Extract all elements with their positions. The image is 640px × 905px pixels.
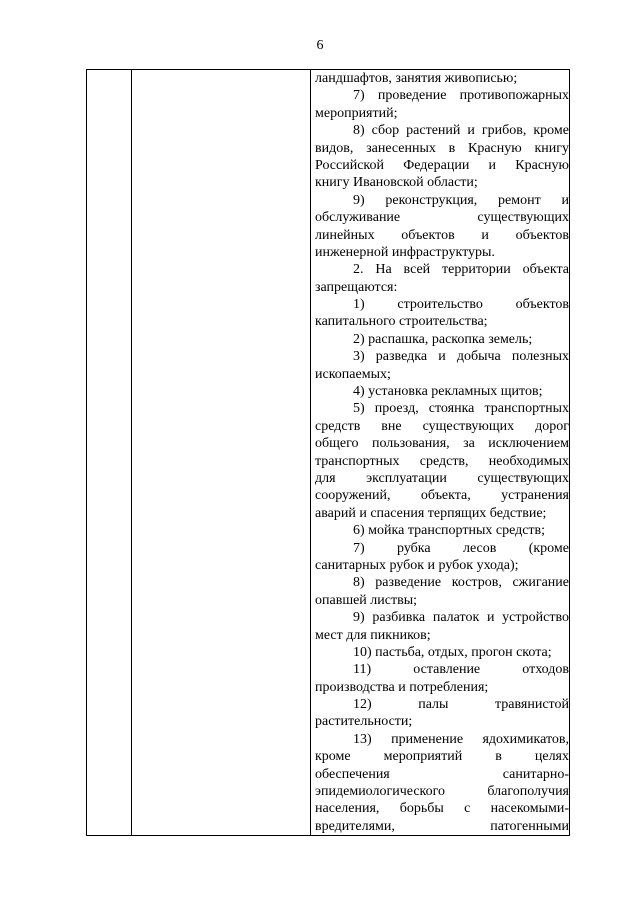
text-line: кроме мероприятий в целях	[315, 749, 569, 765]
text-line: эпидемиологического благополучия	[315, 784, 569, 800]
text-line: инженерной инфраструктуры.	[315, 244, 495, 260]
text-line: вредителями, патогенными	[315, 818, 569, 834]
text-line: обеспечения санитарно-	[315, 766, 569, 782]
text-line: для эксплуатации существующих	[315, 470, 569, 486]
text-line: населения, борьбы с насекомыми-	[315, 801, 569, 817]
table-cell-name	[132, 70, 311, 836]
text-line: производства и потребления;	[315, 679, 489, 695]
text-line: обслуживание существующих	[315, 210, 569, 226]
text-line: транспортных средств, необходимых	[315, 453, 569, 469]
text-line: 7) рубка лесов (кроме	[353, 540, 569, 556]
table-row	[87, 70, 570, 836]
text-line: общего пользования, за исключением	[315, 436, 569, 452]
text-line: 2. На всей территории объекта	[353, 262, 569, 278]
text-line: 3) разведка и добыча полезных	[353, 349, 569, 365]
text-line: 6) мойка транспортных средств;	[353, 523, 546, 539]
text-line: 7) проведение противопожарных	[353, 88, 569, 104]
text-line: Российской Федерации и Красную	[315, 157, 569, 173]
text-line: 2) распашка, раскопка земель;	[353, 331, 533, 347]
regime-text	[315, 70, 569, 835]
text-line: мероприятий;	[315, 105, 398, 121]
text-line: 8) сбор растений и грибов, кроме	[353, 123, 569, 139]
text-line: 5) проезд, стоянка транспортных	[353, 401, 569, 417]
text-line: 12) палы травянистой	[353, 697, 569, 713]
text-line: 1) строительство объектов	[353, 297, 569, 313]
text-line: средств вне существующих дорог	[315, 418, 569, 434]
table-cell-number	[87, 70, 132, 836]
text-line: 13) применение ядохимикатов,	[353, 731, 569, 747]
text-line: санитарных рубок и рубок ухода);	[315, 557, 519, 573]
text-line: 4) установка рекламных щитов;	[353, 384, 543, 400]
text-line: линейных объектов и объектов	[315, 227, 569, 243]
text-line: книгу Ивановской области;	[315, 175, 478, 191]
text-line: 10) пастьба, отдых, прогон скота;	[353, 644, 552, 660]
page-number: 6	[316, 38, 324, 53]
text-line: 11) оставление отходов	[353, 662, 569, 678]
text-line: 9) разбивка палаток и устройство	[353, 610, 569, 626]
text-line: сооружений, объекта, устранения	[315, 488, 569, 504]
text-line: ископаемых;	[315, 366, 391, 382]
regulation-table	[86, 69, 570, 836]
text-line: аварий и спасения терпящих бедствие;	[315, 505, 547, 521]
text-line: запрещаются:	[315, 279, 398, 295]
table-cell-regime	[311, 70, 570, 836]
text-line: мест для пикников;	[315, 627, 431, 643]
text-line: капитального строительства;	[315, 314, 488, 330]
text-line: видов, занесенных в Красную книгу	[315, 140, 569, 156]
text-line: 8) разведение костров, сжигание	[353, 575, 569, 591]
text-line: опавшей листвы;	[315, 592, 418, 608]
text-line: растительности;	[315, 714, 413, 730]
text-line: 9) реконструкция, ремонт и	[353, 192, 569, 208]
text-line: ландшафтов, занятия живописью;	[315, 71, 518, 86]
